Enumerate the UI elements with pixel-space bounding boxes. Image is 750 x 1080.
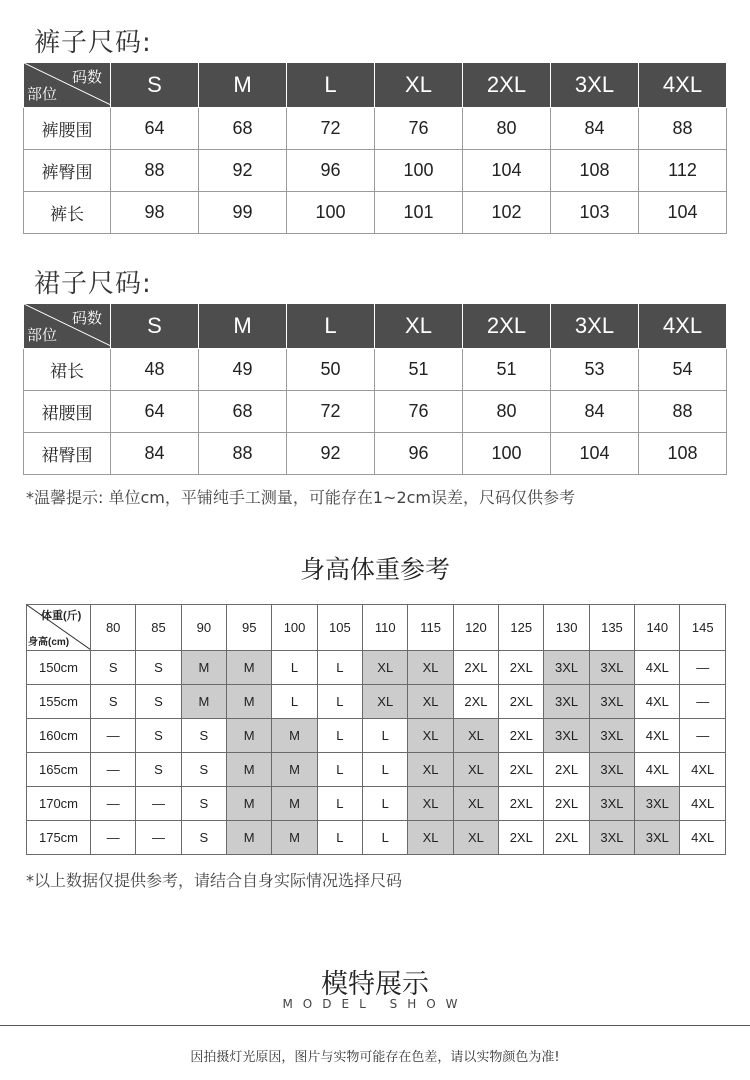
corner-size-label: 码数 xyxy=(71,310,102,327)
size-cell: 2XL xyxy=(499,651,544,685)
table-cell: 96 xyxy=(287,150,375,192)
size-header: XL xyxy=(375,63,463,108)
weight-header: 105 xyxy=(317,605,362,651)
size-cell: XL xyxy=(408,787,453,821)
table-cell: 88 xyxy=(111,150,199,192)
size-cell: L xyxy=(317,787,362,821)
size-cell: 2XL xyxy=(499,719,544,753)
weight-header: 90 xyxy=(181,605,226,651)
size-cell: S xyxy=(181,753,226,787)
weight-header: 140 xyxy=(635,605,680,651)
table-row xyxy=(27,719,726,753)
table-row xyxy=(27,651,726,685)
size-cell: 2XL xyxy=(499,787,544,821)
size-cell: 3XL xyxy=(635,821,680,855)
row-label: 裙长 xyxy=(24,349,111,391)
size-cell: 3XL xyxy=(544,685,589,719)
table-row xyxy=(24,433,727,475)
size-cell: — xyxy=(136,821,181,855)
size-cell: XL xyxy=(453,821,498,855)
table-cell: 92 xyxy=(287,433,375,475)
size-cell: XL xyxy=(408,821,453,855)
weight-header: 145 xyxy=(680,605,726,651)
table-cell: 103 xyxy=(551,192,639,234)
weight-header: 85 xyxy=(136,605,181,651)
size-cell: S xyxy=(136,719,181,753)
size-cell: M xyxy=(227,685,272,719)
skirt-header-row xyxy=(24,304,727,349)
table-row xyxy=(24,391,727,433)
table-cell: 96 xyxy=(375,433,463,475)
weight-header: 80 xyxy=(91,605,136,651)
table-cell: 100 xyxy=(287,192,375,234)
table-cell: 68 xyxy=(199,391,287,433)
table-cell: 98 xyxy=(111,192,199,234)
table-row xyxy=(27,787,726,821)
row-label: 裙腰围 xyxy=(24,391,111,433)
model-show-subtitle: MODEL SHOW xyxy=(282,997,468,1011)
table-cell: 108 xyxy=(551,150,639,192)
row-label: 裤臀围 xyxy=(24,150,111,192)
size-header: 2XL xyxy=(463,63,551,108)
table-row xyxy=(24,349,727,391)
table-cell: 64 xyxy=(111,391,199,433)
weight-header: 120 xyxy=(453,605,498,651)
table-cell: 112 xyxy=(639,150,727,192)
reference-note: *以上数据仅提供参考，请结合自身实际情况选择尺码 xyxy=(26,871,403,890)
size-cell: 2XL xyxy=(544,787,589,821)
size-cell: L xyxy=(317,821,362,855)
size-cell: 3XL xyxy=(589,753,634,787)
table-cell: 72 xyxy=(287,391,375,433)
table-cell: 51 xyxy=(375,349,463,391)
size-cell: L xyxy=(317,753,362,787)
table-cell: 99 xyxy=(199,192,287,234)
size-cell: 2XL xyxy=(499,685,544,719)
size-cell: XL xyxy=(453,753,498,787)
size-cell: 2XL xyxy=(499,821,544,855)
corner-part-label: 部位 xyxy=(27,86,58,103)
size-cell: XL xyxy=(363,685,408,719)
size-cell: S xyxy=(136,651,181,685)
size-cell: M xyxy=(181,651,226,685)
size-cell: 4XL xyxy=(680,787,726,821)
size-cell: — xyxy=(91,753,136,787)
size-cell: XL xyxy=(408,685,453,719)
table-cell: 76 xyxy=(375,108,463,150)
size-cell: L xyxy=(363,753,408,787)
size-cell: L xyxy=(363,719,408,753)
size-cell: 4XL xyxy=(680,753,726,787)
weight-header: 135 xyxy=(589,605,634,651)
size-cell: S xyxy=(181,719,226,753)
size-cell: 4XL xyxy=(635,719,680,753)
size-cell: — xyxy=(91,787,136,821)
size-cell: XL xyxy=(453,719,498,753)
weight-header: 115 xyxy=(408,605,453,651)
size-header: 2XL xyxy=(463,304,551,349)
weight-header: 95 xyxy=(227,605,272,651)
size-cell: L xyxy=(363,821,408,855)
size-cell: M xyxy=(227,787,272,821)
table-cell: 101 xyxy=(375,192,463,234)
table-cell: 49 xyxy=(199,349,287,391)
height-label: 175cm xyxy=(27,821,91,855)
size-cell: L xyxy=(272,685,317,719)
weight-header: 110 xyxy=(363,605,408,651)
weight-header: 100 xyxy=(272,605,317,651)
size-header: 4XL xyxy=(639,63,727,108)
size-header: M xyxy=(199,63,287,108)
size-cell: M xyxy=(272,787,317,821)
size-header: 4XL xyxy=(639,304,727,349)
table-row xyxy=(24,192,727,234)
size-cell: — xyxy=(91,719,136,753)
footer-divider xyxy=(0,1025,750,1026)
height-label: 165cm xyxy=(27,753,91,787)
table-cell: 88 xyxy=(199,433,287,475)
table-cell: 48 xyxy=(111,349,199,391)
size-cell: 3XL xyxy=(544,719,589,753)
size-cell: — xyxy=(680,719,726,753)
table-cell: 80 xyxy=(463,391,551,433)
corner-weight-label: 体重(斤) xyxy=(41,610,82,622)
table-cell: 68 xyxy=(199,108,287,150)
height-label: 160cm xyxy=(27,719,91,753)
skirt-size-table xyxy=(23,304,727,475)
row-label: 裤长 xyxy=(24,192,111,234)
size-header: S xyxy=(111,63,199,108)
size-cell: 2XL xyxy=(453,651,498,685)
size-cell: 2XL xyxy=(544,821,589,855)
table-cell: 108 xyxy=(639,433,727,475)
table-row xyxy=(27,821,726,855)
size-cell: L xyxy=(363,787,408,821)
skirt-corner-cell xyxy=(24,304,111,349)
table-cell: 100 xyxy=(375,150,463,192)
size-cell: 4XL xyxy=(680,821,726,855)
size-header: L xyxy=(287,63,375,108)
height-label: 170cm xyxy=(27,787,91,821)
table-cell: 88 xyxy=(639,391,727,433)
table-row xyxy=(24,108,727,150)
size-cell: 4XL xyxy=(635,753,680,787)
table-cell: 50 xyxy=(287,349,375,391)
size-cell: L xyxy=(317,719,362,753)
size-cell: XL xyxy=(408,651,453,685)
size-cell: S xyxy=(91,651,136,685)
size-cell: S xyxy=(136,685,181,719)
size-cell: 2XL xyxy=(544,753,589,787)
size-cell: 2XL xyxy=(499,753,544,787)
size-header: M xyxy=(199,304,287,349)
size-cell: M xyxy=(227,753,272,787)
size-cell: S xyxy=(181,821,226,855)
size-cell: 3XL xyxy=(544,651,589,685)
pants-header-row xyxy=(24,63,727,108)
size-cell: L xyxy=(317,685,362,719)
table-cell: 102 xyxy=(463,192,551,234)
table-cell: 100 xyxy=(463,433,551,475)
table-row xyxy=(27,753,726,787)
weight-header: 130 xyxy=(544,605,589,651)
color-disclaimer: 因拍摄灯光原因，图片与实物可能存在色差，请以实物颜色为准! xyxy=(190,1050,560,1065)
size-cell: M xyxy=(272,719,317,753)
size-cell: 3XL xyxy=(589,719,634,753)
size-cell: 3XL xyxy=(589,651,634,685)
height-label: 155cm xyxy=(27,685,91,719)
size-cell: S xyxy=(181,787,226,821)
table-cell: 104 xyxy=(463,150,551,192)
size-cell: XL xyxy=(408,753,453,787)
size-cell: M xyxy=(272,753,317,787)
ref-corner-cell xyxy=(27,605,91,651)
size-cell: — xyxy=(680,651,726,685)
size-header: XL xyxy=(375,304,463,349)
size-header: L xyxy=(287,304,375,349)
size-header: 3XL xyxy=(551,63,639,108)
size-cell: L xyxy=(272,651,317,685)
size-cell: XL xyxy=(453,787,498,821)
table-cell: 72 xyxy=(287,108,375,150)
table-cell: 104 xyxy=(639,192,727,234)
corner-part-label: 部位 xyxy=(27,327,58,344)
size-cell: 2XL xyxy=(453,685,498,719)
size-cell: M xyxy=(227,719,272,753)
size-cell: M xyxy=(272,821,317,855)
table-cell: 54 xyxy=(639,349,727,391)
table-cell: 64 xyxy=(111,108,199,150)
table-cell: 84 xyxy=(551,391,639,433)
size-cell: 4XL xyxy=(635,651,680,685)
pants-size-table xyxy=(23,63,727,234)
size-cell: — xyxy=(91,821,136,855)
size-cell: L xyxy=(317,651,362,685)
table-cell: 53 xyxy=(551,349,639,391)
size-cell: XL xyxy=(408,719,453,753)
measurement-note: *温馨提示: 单位cm，平铺纯手工测量，可能存在1~2cm误差，尺码仅供参考 xyxy=(26,488,576,507)
reference-title: 身高体重参考 xyxy=(299,555,450,584)
table-cell: 88 xyxy=(639,108,727,150)
row-label: 裙臀围 xyxy=(24,433,111,475)
model-show-title: 模特展示 xyxy=(321,969,429,1000)
ref-table-body xyxy=(27,651,726,855)
table-cell: 104 xyxy=(551,433,639,475)
table-cell: 92 xyxy=(199,150,287,192)
table-cell: 51 xyxy=(463,349,551,391)
row-label: 裤腰围 xyxy=(24,108,111,150)
size-cell: 3XL xyxy=(589,821,634,855)
table-cell: 84 xyxy=(551,108,639,150)
size-cell: S xyxy=(91,685,136,719)
size-header: S xyxy=(111,304,199,349)
size-cell: 3XL xyxy=(589,685,634,719)
table-cell: 80 xyxy=(463,108,551,150)
table-cell: 84 xyxy=(111,433,199,475)
pants-corner-cell xyxy=(24,63,111,108)
table-cell: 76 xyxy=(375,391,463,433)
table-row xyxy=(27,685,726,719)
size-cell: XL xyxy=(363,651,408,685)
weight-header-row xyxy=(27,605,726,651)
corner-height-label: 身高(cm) xyxy=(28,637,70,648)
size-header: 3XL xyxy=(551,304,639,349)
size-cell: S xyxy=(136,753,181,787)
skirt-size-title: 裙子尺码: xyxy=(34,269,152,299)
pants-size-title: 裤子尺码: xyxy=(34,28,152,58)
height-label: 150cm xyxy=(27,651,91,685)
size-cell: — xyxy=(136,787,181,821)
height-weight-table xyxy=(26,604,726,855)
table-row xyxy=(24,150,727,192)
size-cell: — xyxy=(680,685,726,719)
size-cell: M xyxy=(227,821,272,855)
size-cell: M xyxy=(227,651,272,685)
size-cell: M xyxy=(181,685,226,719)
size-cell: 3XL xyxy=(635,787,680,821)
corner-size-label: 码数 xyxy=(71,69,102,86)
size-cell: 3XL xyxy=(589,787,634,821)
weight-header: 125 xyxy=(499,605,544,651)
size-cell: 4XL xyxy=(635,685,680,719)
